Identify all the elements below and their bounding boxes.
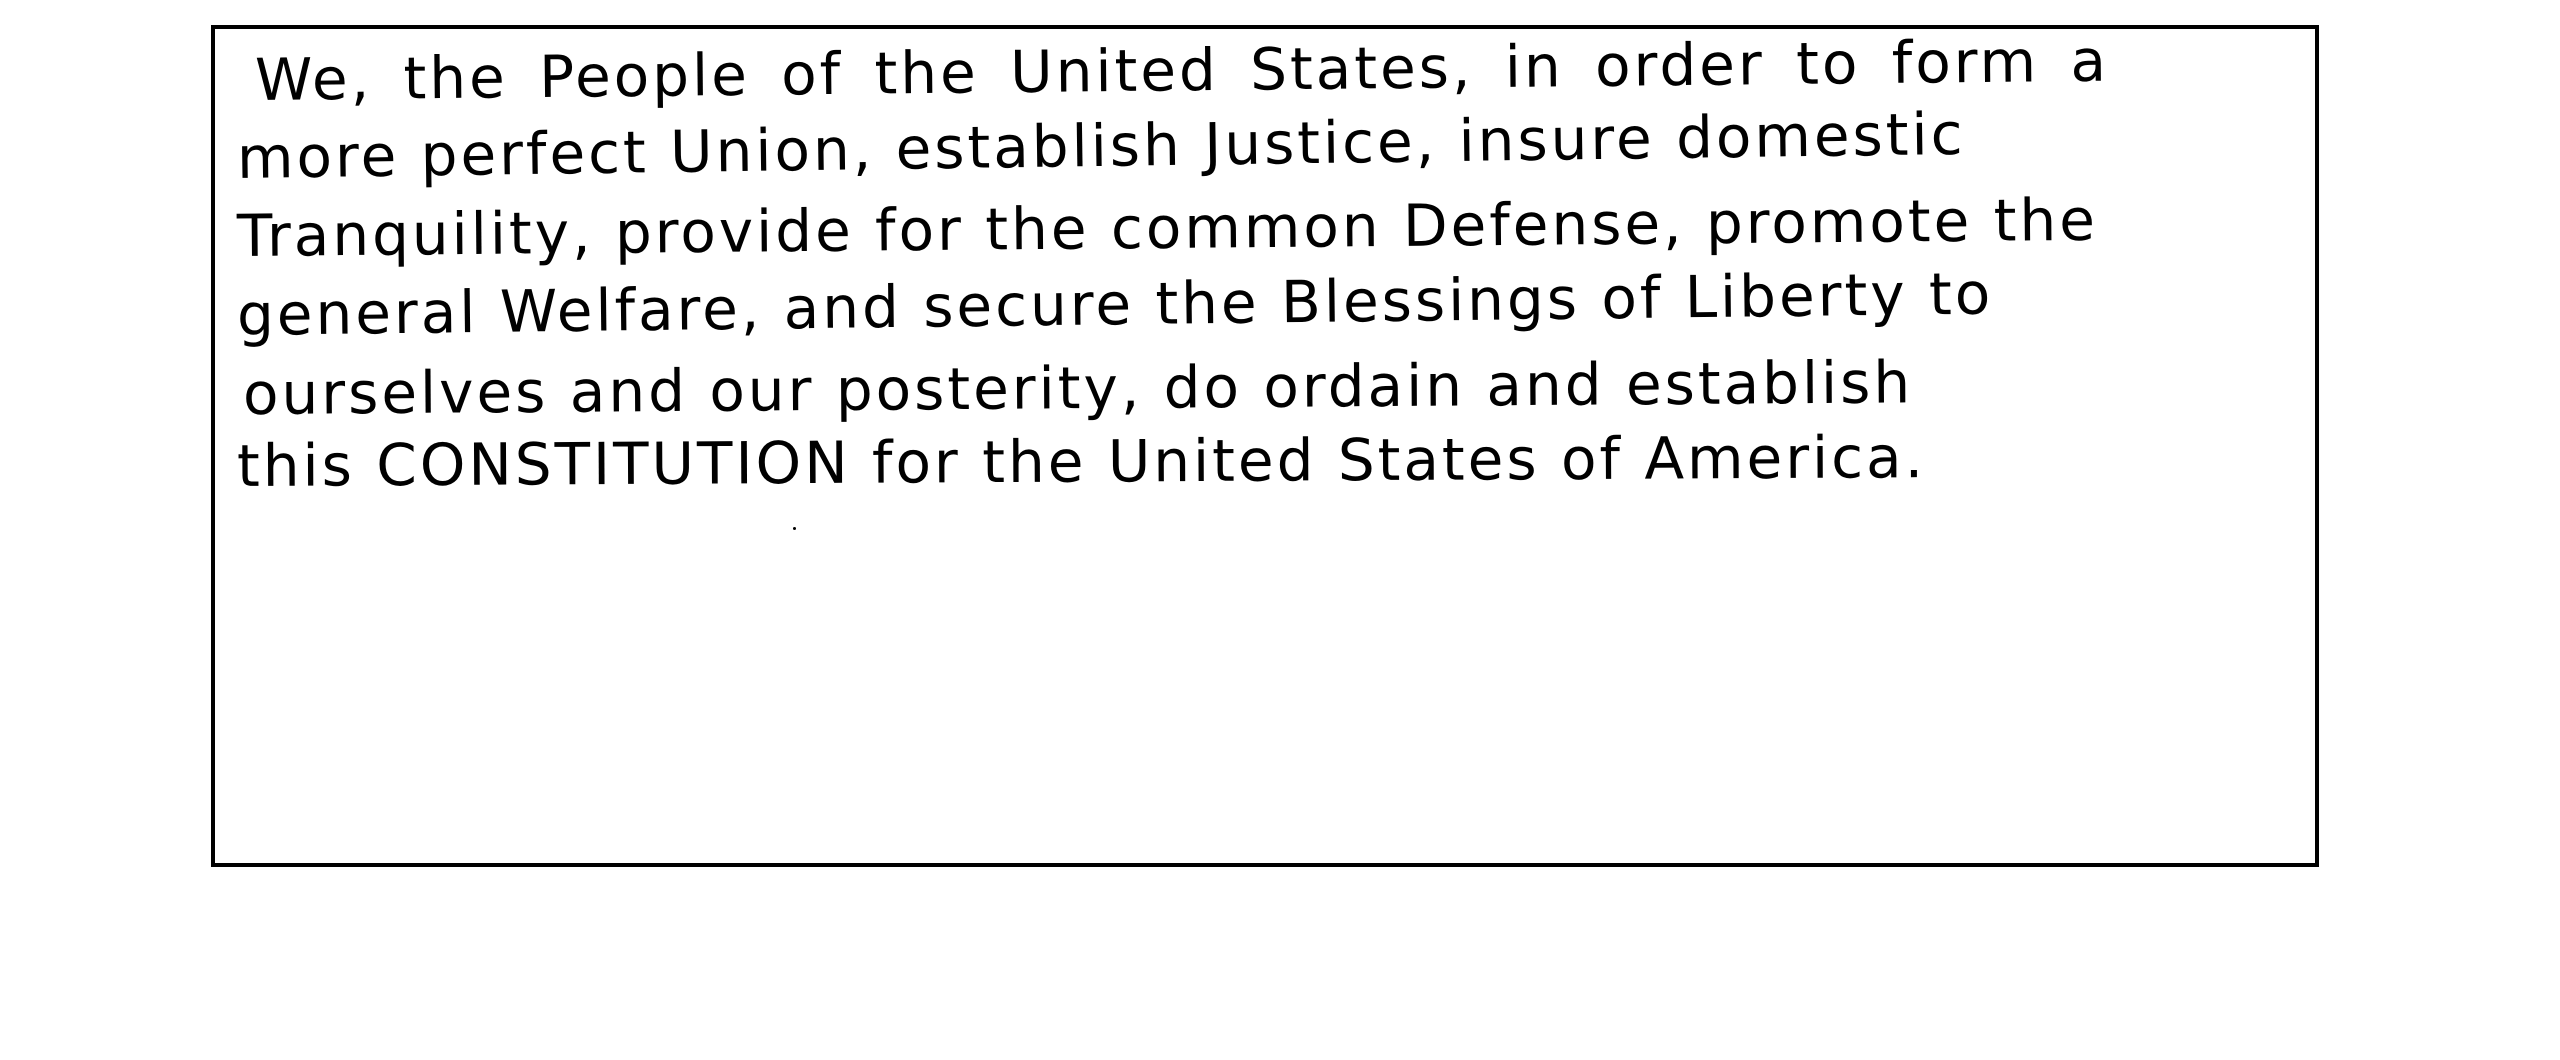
handwriting-box [211,25,2319,867]
handwritten-line-3: Tranquility, provide for the common Defense, promote the [236,185,2099,270]
handwritten-line-4: general Welfare, and secure the Blessings of Liberty to [236,259,1994,349]
ink-speck [793,527,796,530]
handwritten-line-2: more perfect Union, establish Justice, insure domestic [236,99,1966,192]
handwritten-line-6: this CONSTITUTION for the United States of America. [236,423,1927,500]
handwritten-line-5: ourselves and our posterity, do ordain and establish [242,348,1914,428]
handwritten-line-1: We, the People of the United States, in order to form a [254,26,2110,114]
